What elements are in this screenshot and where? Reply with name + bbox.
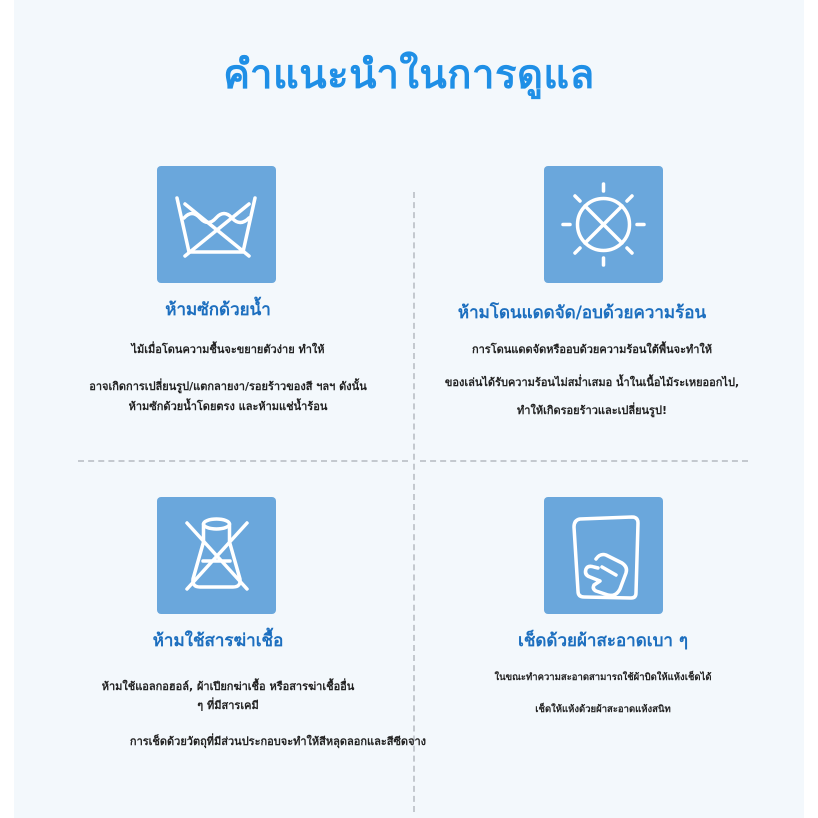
card-text-no-sun-1: การโดนแดดจัดหรืออบด้วยความร้อนใต้พื้นจะทำให้ [471,343,713,356]
no-bleach-icon [157,497,276,614]
page-title: คำแนะนำในการดูแล [223,52,595,98]
no-sun-icon [544,166,663,283]
no-wash-icon [157,166,276,283]
card-text-no-bleach-2: ๆ ที่มีสารเคมี [197,699,259,712]
horizontal-divider-right [420,460,748,462]
card-heading-no-bleach: ห้ามใช้สารฆ่าเชื้อ [152,631,284,651]
card-heading-no-wash: ห้ามซักด้วยน้ำ [165,300,271,320]
card-text-no-wash-2: อาจเกิดการเปลี่ยนรูป/แตกลายงา/รอยร้าวของสี ฯลฯ ดังนั้น [89,380,367,393]
card-text-no-bleach-1: ห้ามใช้แอลกอฮอล์, ผ้าเปียกฆ่าเชื้อ หรือสารฆ่าเชื้ออื่น [101,680,355,693]
card-text-no-wash-1: ไม้เมื่อโดนความชื้นจะขยายตัวง่าย ทำให้ [131,343,325,356]
card-text-no-wash-3: ห้ามซักด้วยน้ำโดยตรง และห้ามแช่น้ำร้อน [128,400,328,413]
vertical-divider [413,192,415,812]
card-text-no-bleach-3: การเช็ดด้วยวัตถุที่มีส่วนประกอบจะทำให้สีหลุดลอกและสีซีดจาง [129,735,427,748]
card-text-no-sun-3: ทำให้เกิดรอยร้าวและเปลี่ยนรูป! [517,404,667,417]
horizontal-divider-left [78,460,408,462]
card-text-wipe-cloth-2: เช็ดให้แห้งด้วยผ้าสะอาดแห้งสนิท [535,704,671,715]
wipe-cloth-icon [544,497,663,614]
card-heading-no-sun: ห้ามโดนแดดจัด/อบด้วยความร้อน [457,303,707,323]
card-heading-wipe-cloth: เช็ดด้วยผ้าสะอาดเบา ๆ [518,631,688,651]
card-text-wipe-cloth-1: ในขณะทำความสะอาดสามารถใช้ผ้าบิดให้แห้งเช็ดได้ [494,672,712,683]
card-text-no-sun-2: ของเล่นได้รับความร้อนไม่สม่ำเสมอ น้ำในเนื้อไม้ระเหยออกไป, [444,376,740,389]
